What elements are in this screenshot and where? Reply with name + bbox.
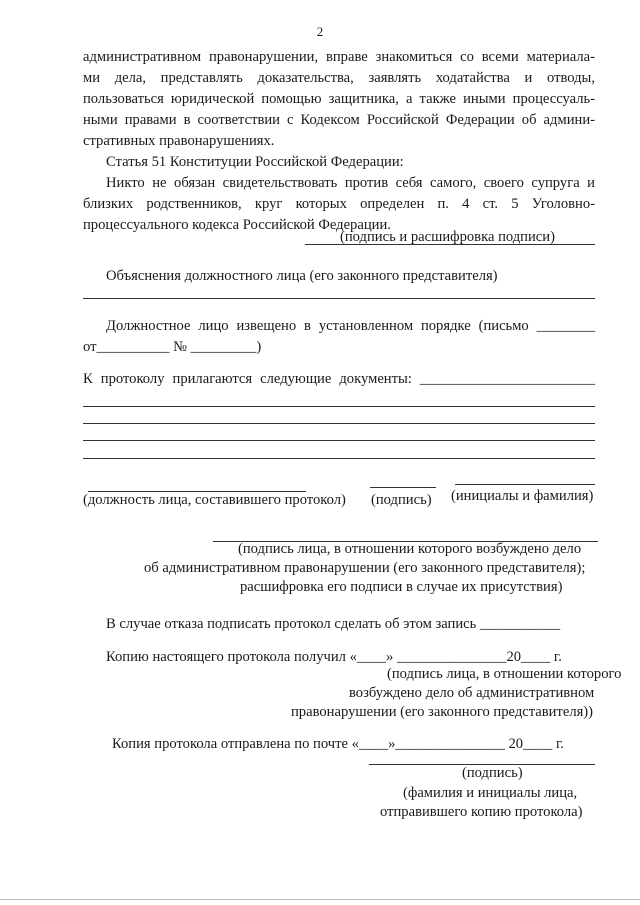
page-number: 2 <box>316 24 324 39</box>
copy-received-caption-line: возбуждено дело об административном <box>349 685 595 701</box>
article-heading: Статья 51 Конституции Российской Федерации: <box>106 154 404 170</box>
intro-line: стративных правонарушениях. <box>83 133 275 149</box>
copy-sent-line: Копия протокола отправлена по почте «____»_______________ 20____ г. <box>112 736 564 752</box>
signature-line <box>370 487 436 488</box>
copy-received-caption-line: правонарушении (его законного представителя)) <box>291 704 594 720</box>
refusal-line: В случае отказа подписать протокол сделать об этом запись ___________ <box>106 616 561 632</box>
article-line: процессуального кодекса Российской Федерации. <box>83 217 391 233</box>
copy-sent-caption-line: (подпись) <box>462 765 523 781</box>
attachments-line <box>83 406 595 407</box>
explanations-label: Объяснения должностного лица (его законного представителя) <box>106 268 498 284</box>
notified-line: Должностное лицо извещено в установленном порядке (письмо ________ <box>106 318 595 334</box>
author-signature-caption: (подпись) <box>371 492 432 508</box>
author-initials-caption: (инициалы и фамилия) <box>451 488 594 504</box>
author-position-caption: (должность лица, составившего протокол) <box>83 492 346 508</box>
attachments-line <box>83 440 595 441</box>
signature-caption: (подпись и расшифровка подписи) <box>340 229 555 245</box>
attachments-label: К протоколу прилагаются следующие документы: ________________________ <box>83 371 595 387</box>
copy-received-line: Копию настоящего протокола получил «____» _______________20____ г. <box>106 649 562 665</box>
intro-line: административном правонарушении, вправе знакомиться со всеми материала- <box>83 49 595 65</box>
attachments-line <box>83 423 595 424</box>
intro-line: ными правами в соответствии с Кодексом Российской Федерации об админи- <box>83 112 595 128</box>
initials-line <box>455 484 595 485</box>
accused-caption-line: расшифровка его подписи в случае их присутствия) <box>240 579 563 595</box>
copy-sent-caption-line: отправившего копию протокола) <box>380 804 583 820</box>
intro-line: пользоваться юридической помощью защитника, а также иными процессуаль- <box>83 91 595 107</box>
article-line: близких родственников, круг которых определен п. 4 ст. 5 Уголовно- <box>83 196 595 212</box>
accused-caption-line: об административном правонарушении (его законного представителя); <box>144 560 586 576</box>
intro-line: ми дела, представлять доказательства, заявлять ходатайства и отводы, <box>83 70 595 86</box>
article-line: Никто не обязан свидетельствовать против себя самого, своего супруга и <box>106 175 595 191</box>
copy-sent-caption-line: (фамилия и инициалы лица, <box>403 785 578 801</box>
notified-line: от__________ № _________) <box>83 339 262 355</box>
explanations-line <box>83 298 595 299</box>
copy-received-caption-line: (подпись лица, в отношении которого <box>387 666 622 682</box>
accused-caption-line: (подпись лица, в отношении которого возбуждено дело <box>238 541 582 557</box>
page-edge <box>0 899 640 900</box>
attachments-line <box>83 458 595 459</box>
